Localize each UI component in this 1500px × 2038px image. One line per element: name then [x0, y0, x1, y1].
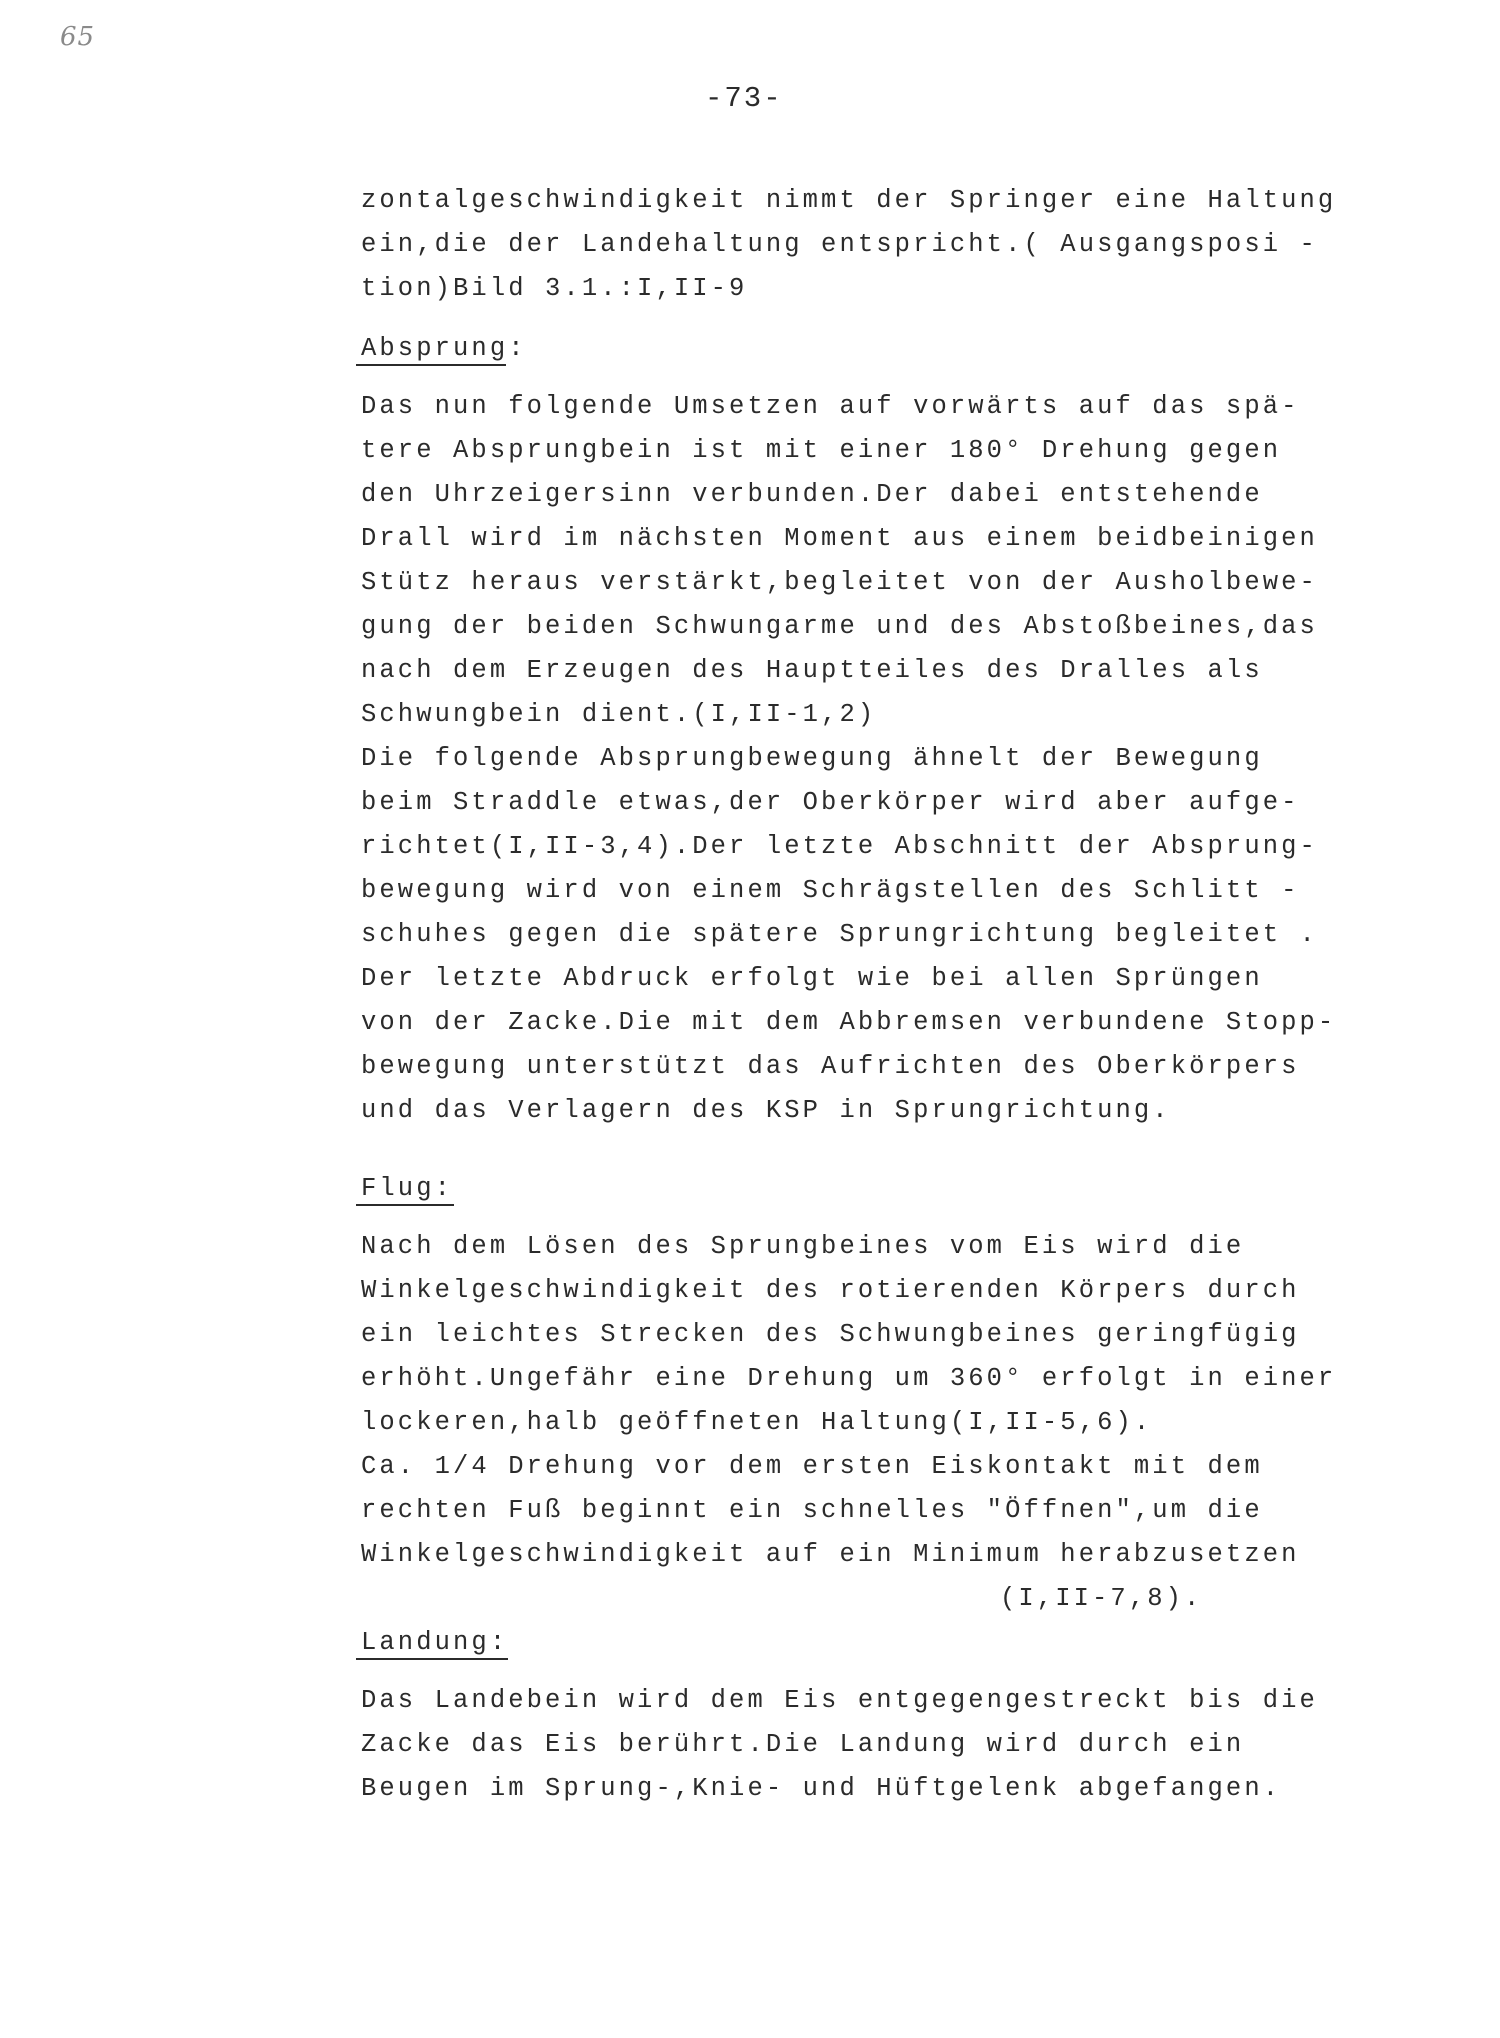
text-line: Schwungbein dient.(I,II-1,2) — [361, 700, 877, 729]
text-line: Winkelgeschwindigkeit des rotierenden Körpers durch — [361, 1276, 1300, 1305]
text-line: schuhes gegen die spätere Sprungrichtung begleitet . — [361, 920, 1318, 949]
text-line: beim Straddle etwas,der Oberkörper wird aber aufge- — [361, 788, 1300, 817]
heading-underline — [356, 1658, 508, 1660]
text-line: Die folgende Absprungbewegung ähnelt der Bewegung — [361, 744, 1263, 773]
text-line: Beugen im Sprung-,Knie- und Hüftgelenk abgefangen. — [361, 1774, 1282, 1803]
page-number: -73- — [705, 82, 783, 115]
text-line: nach dem Erzeugen des Hauptteiles des Dralles als — [361, 656, 1263, 685]
text-line: Nach dem Lösen des Sprungbeines vom Eis wird die — [361, 1232, 1245, 1261]
text-line: Das nun folgende Umsetzen auf vorwärts auf das spä- — [361, 392, 1300, 421]
text-line: tere Absprungbein ist mit einer 180° Drehung gegen — [361, 436, 1282, 465]
text-line: den Uhrzeigersinn verbunden.Der dabei entstehende — [361, 480, 1263, 509]
heading-underline — [356, 1204, 454, 1206]
heading-underline — [356, 364, 506, 366]
text-line: gung der beiden Schwungarme und des Abstoßbeines,das — [361, 612, 1318, 641]
text-line: bewegung wird von einem Schrägstellen des Schlitt - — [361, 876, 1300, 905]
text-line: Das Landebein wird dem Eis entgegengestreckt bis die — [361, 1686, 1318, 1715]
text-line: Winkelgeschwindigkeit auf ein Minimum herabzusetzen — [361, 1540, 1300, 1569]
section-heading-flug: Flug: — [361, 1174, 454, 1203]
text-line: Drall wird im nächsten Moment aus einem beidbeinigen — [361, 524, 1318, 553]
text-line: ein,die der Landehaltung entspricht.( Ausgangsposi - — [361, 230, 1318, 259]
handwritten-page-note: 65 — [60, 22, 96, 52]
text-line: lockeren,halb geöffneten Haltung(I,II-5,6). — [361, 1408, 1153, 1437]
text-line: Zacke das Eis berührt.Die Landung wird durch ein — [361, 1730, 1245, 1759]
text-line: rechten Fuß beginnt ein schnelles "Öffnen",um die — [361, 1496, 1263, 1525]
text-line: zontalgeschwindigkeit nimmt der Springer eine Haltung — [361, 186, 1337, 215]
text-line: Der letzte Abdruck erfolgt wie bei allen Sprüngen — [361, 964, 1263, 993]
text-line: richtet(I,II-3,4).Der letzte Abschnitt der Absprung- — [361, 832, 1318, 861]
text-line: bewegung unterstützt das Aufrichten des Oberkörpers — [361, 1052, 1300, 1081]
text-line: Stütz heraus verstärkt,begleitet von der Ausholbewe- — [361, 568, 1318, 597]
text-line: (I,II-7,8). — [1000, 1584, 1203, 1613]
text-line: erhöht.Ungefähr eine Drehung um 360° erfolgt in einer — [361, 1364, 1337, 1393]
text-line: tion)Bild 3.1.:I,II-9 — [361, 274, 748, 303]
text-line: und das Verlagern des KSP in Sprungrichtung. — [361, 1096, 1171, 1125]
text-line: ein leichtes Strecken des Schwungbeines geringfügig — [361, 1320, 1300, 1349]
text-line: Ca. 1/4 Drehung vor dem ersten Eiskontakt mit dem — [361, 1452, 1263, 1481]
section-heading-landung: Landung: — [361, 1628, 509, 1657]
section-heading-absprung: Absprung: — [361, 334, 527, 363]
text-line: von der Zacke.Die mit dem Abbremsen verbundene Stopp- — [361, 1008, 1337, 1037]
